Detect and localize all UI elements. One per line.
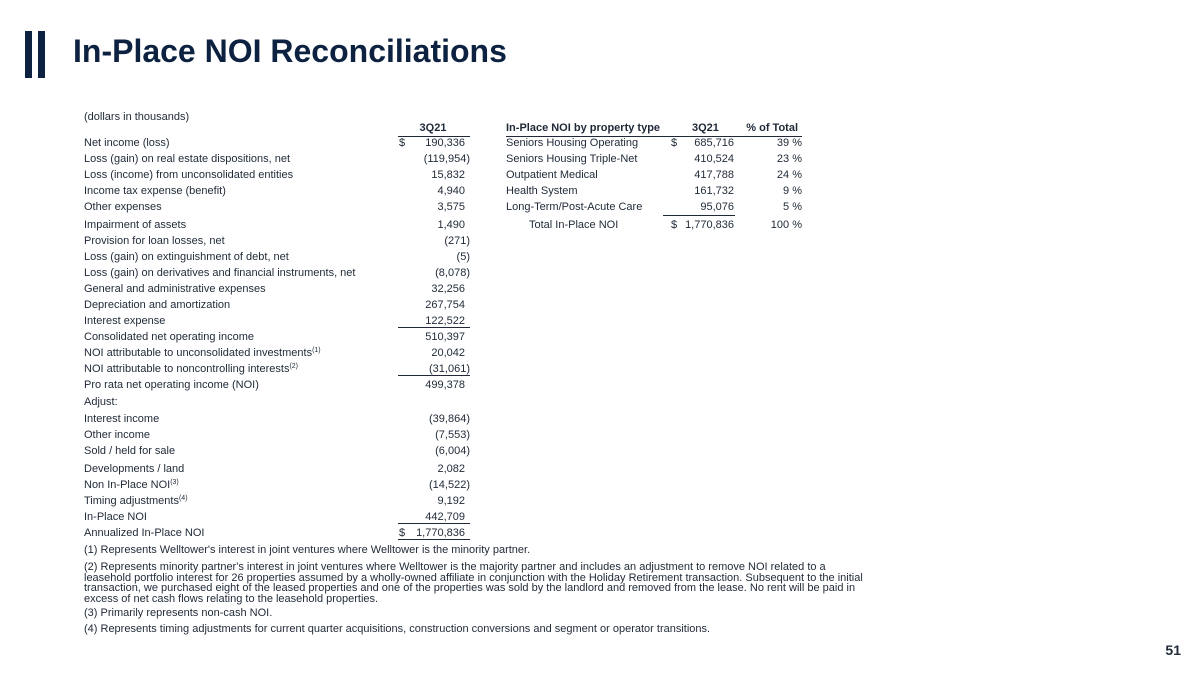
row-value: 1,770,836 <box>416 527 465 539</box>
row-label: Long-Term/Post-Acute Care <box>506 201 643 213</box>
left-table-header <box>398 120 468 136</box>
left-table-row <box>84 199 470 215</box>
row-percent: 5 % <box>783 201 802 213</box>
subtotal-rule-annualized <box>398 523 470 524</box>
row-label: Income tax expense (benefit) <box>84 185 226 197</box>
row-value: 410,524 <box>694 153 734 165</box>
row-label: Adjust: <box>84 396 118 408</box>
row-value: 2,082 <box>437 463 465 475</box>
left-table-row <box>84 443 470 459</box>
row-value: 267,754 <box>425 299 465 311</box>
row-value: (119,954) <box>423 153 470 165</box>
row-label: Loss (gain) on derivatives and financial instruments, net <box>84 267 356 279</box>
row-label: In-Place NOI <box>84 511 147 523</box>
left-table-row <box>84 233 470 249</box>
left-table-row <box>84 183 470 199</box>
row-value: 685,716 <box>694 137 734 149</box>
row-label: Impairment of assets <box>84 219 187 231</box>
right-table-row <box>506 135 802 151</box>
footnote-3: (3) Primarily represents non-cash NOI. <box>84 607 273 619</box>
row-value: (39,864) <box>429 413 470 425</box>
left-table-row <box>84 167 470 183</box>
footnote-ref: (4) <box>178 495 188 502</box>
row-label: Annualized In-Place NOI <box>84 527 205 539</box>
left-table-row <box>84 427 470 443</box>
row-label-text: NOI attributable to unconsolidated investments <box>84 347 313 359</box>
footnote-ref: (1) <box>312 347 321 354</box>
row-label-text: Non In-Place NOI <box>84 479 171 491</box>
row-percent: 39 % <box>776 137 802 149</box>
row-value: 499,378 <box>425 379 465 391</box>
row-label: Depreciation and amortization <box>84 299 231 311</box>
left-table-row <box>84 265 470 281</box>
row-value: 20,042 <box>431 347 465 359</box>
row-value: (5) <box>456 251 470 263</box>
left-table-row <box>84 249 470 265</box>
left-table-row <box>84 411 470 427</box>
row-value: 1,490 <box>437 219 465 231</box>
subtotal-rule-prorata <box>398 375 470 376</box>
page-title: In-Place NOI Reconciliations <box>73 33 507 69</box>
row-value: (8,078) <box>435 267 470 279</box>
row-label <box>84 361 298 377</box>
row-value: 122,522 <box>425 315 465 327</box>
page-number: 51 <box>1165 642 1181 658</box>
row-value: 3,575 <box>437 201 465 213</box>
right-header-type: In-Place NOI by property type <box>506 122 661 134</box>
row-label: Developments / land <box>84 463 185 475</box>
footnote-1: (1) Represents Welltower's interest in joint ventures where Welltower is the minority partner. <box>84 544 531 556</box>
row-label: Outpatient Medical <box>506 169 598 181</box>
row-label: Loss (gain) on extinguishment of debt, net <box>84 251 289 263</box>
row-value: 15,832 <box>431 169 465 181</box>
subtotal-rule-consolidated <box>398 327 470 328</box>
row-value: 32,256 <box>431 283 465 295</box>
row-percent: 9 % <box>783 185 802 197</box>
row-value: (7,553) <box>435 429 470 441</box>
left-table-row <box>84 394 470 410</box>
row-value: 1,770,836 <box>685 219 734 231</box>
row-label: Interest expense <box>84 315 166 327</box>
left-table-row <box>84 377 470 393</box>
right-header-period: 3Q21 <box>692 122 719 134</box>
row-label: Total In-Place NOI <box>529 219 619 231</box>
logo-bar-left <box>25 31 32 78</box>
footnote-ref: (2) <box>289 363 299 370</box>
left-table-row <box>84 281 470 297</box>
row-value: 442,709 <box>425 511 465 523</box>
row-value: 417,788 <box>694 169 734 181</box>
left-table-row <box>84 345 470 361</box>
left-table-row <box>84 329 470 345</box>
row-value: (6,004) <box>435 445 470 457</box>
row-label: Consolidated net operating income <box>84 331 255 343</box>
units-note: (dollars in thousands) <box>84 111 190 123</box>
footnote-4: (4) Represents timing adjustments for current quarter acquisitions, construction conversions and segment or operator transitions. <box>84 623 711 635</box>
right-table-header <box>506 120 802 136</box>
row-label <box>84 345 321 361</box>
left-table-row <box>84 135 470 151</box>
row-value: (31,061) <box>429 363 470 375</box>
left-table-row <box>84 151 470 167</box>
left-table-row <box>84 297 470 313</box>
left-header-period: 3Q21 <box>419 122 447 134</box>
row-label-text: Timing adjustments <box>84 495 179 507</box>
row-currency: $ <box>399 137 406 149</box>
row-label: Seniors Housing Triple-Net <box>506 153 638 165</box>
row-label: Net income (loss) <box>84 137 170 149</box>
row-label <box>84 493 188 509</box>
footnote-2: (2) Represents minority partner's interest in joint ventures where Welltower is the majority partner and includes an adjustment to remove NOI related to a leasehold portfolio interest for 26 properties assumed by a wholly-owned affiliate in conjunction with the Holiday Retirement transaction. Subsequent to the initial transaction, we purchased eight of the leased properties and one of the properties was sold by the landlord and removed from the lease. No rent will be paid in excess of net cash flows relating to the leasehold properties. <box>84 561 863 605</box>
row-value: 9,192 <box>437 495 465 507</box>
row-label: Provision for loan losses, net <box>84 235 225 247</box>
logo-bar-right <box>38 31 45 78</box>
row-label: Loss (income) from unconsolidated entities <box>84 169 294 181</box>
right-table-total-row <box>506 217 802 233</box>
row-label: Loss (gain) on real estate dispositions, net <box>84 153 291 165</box>
row-label: Interest income <box>84 413 160 425</box>
row-label-text: NOI attributable to noncontrolling interests <box>84 363 290 375</box>
row-label: Seniors Housing Operating <box>506 137 639 149</box>
row-value: (14,522) <box>429 479 470 491</box>
row-label: Other expenses <box>84 201 162 213</box>
row-currency: $ <box>671 219 678 231</box>
total-rule-annualized <box>398 539 470 540</box>
row-label: Pro rata net operating income (NOI) <box>84 379 259 391</box>
row-value: 95,076 <box>700 201 734 213</box>
row-value: 161,732 <box>694 185 734 197</box>
row-label: Health System <box>506 185 578 197</box>
left-table-row <box>84 493 470 509</box>
row-currency: $ <box>671 137 678 149</box>
left-table-row <box>84 461 470 477</box>
row-label: Sold / held for sale <box>84 445 176 457</box>
row-currency: $ <box>399 527 406 539</box>
row-label: Other income <box>84 429 151 441</box>
row-value: (271) <box>444 235 470 247</box>
left-table-row <box>84 477 470 493</box>
row-percent: 23 % <box>776 153 802 165</box>
right-table-row <box>506 183 802 199</box>
row-value: 510,397 <box>425 331 465 343</box>
right-table-row <box>506 167 802 183</box>
row-label: General and administrative expenses <box>84 283 266 295</box>
right-subtotal-rule <box>663 215 735 216</box>
row-value: 190,336 <box>425 137 465 149</box>
row-percent: 24 % <box>776 169 802 181</box>
row-label <box>84 477 179 493</box>
row-value: 4,940 <box>437 185 465 197</box>
left-table-row <box>84 217 470 233</box>
right-table-row <box>506 151 802 167</box>
right-table-row <box>506 199 802 215</box>
right-header-pct: % of Total <box>746 122 798 134</box>
row-percent: 100 % <box>770 219 802 231</box>
footnote-ref: (3) <box>170 479 179 486</box>
